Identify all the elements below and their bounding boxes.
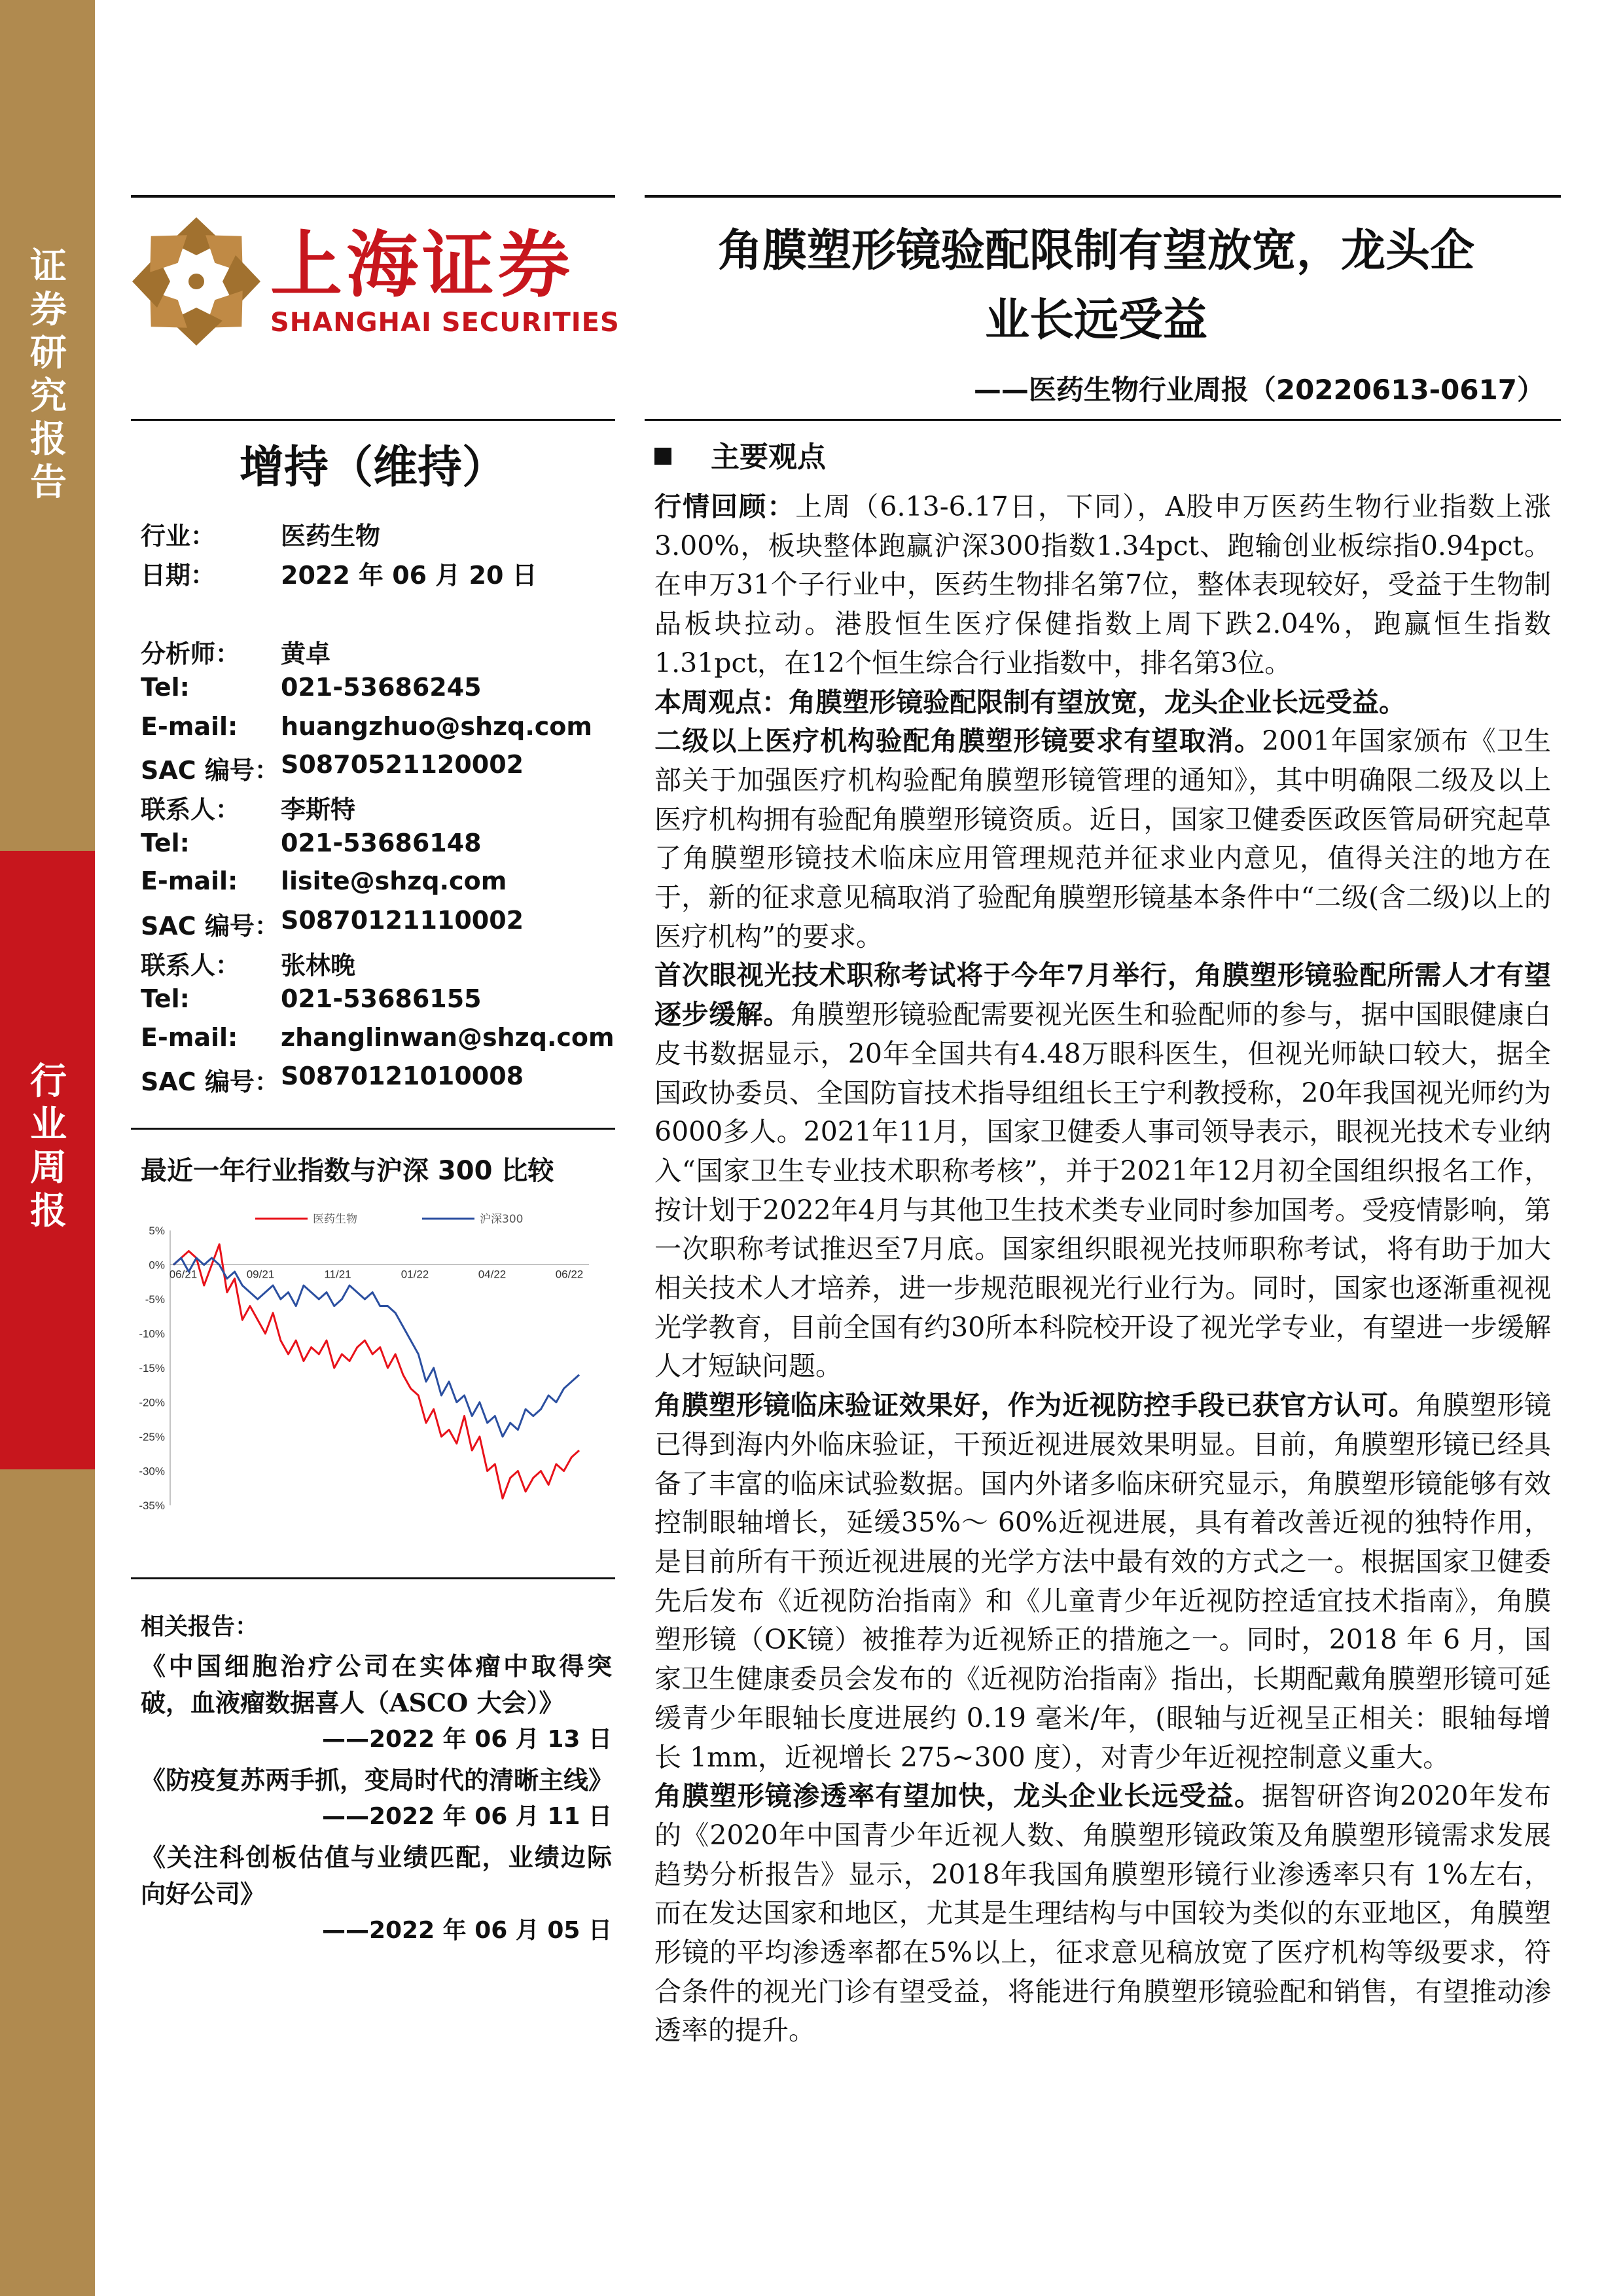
bullet-square-icon xyxy=(654,448,671,465)
paragraph-optometry-exam xyxy=(654,956,1551,1386)
y-tick-label: -35% xyxy=(139,1499,165,1512)
main-body xyxy=(654,488,1551,2051)
report-title xyxy=(648,216,1544,355)
date-label: 日期： xyxy=(141,561,216,590)
related-reports xyxy=(141,1608,612,1953)
contact-sac: S0870121010008 xyxy=(281,1062,524,1090)
email-label: E-mail: xyxy=(141,712,238,741)
related-report-title[interactable]: 《关注科创板估值与业绩匹配，业绩边际向好公司》 xyxy=(141,1842,612,1909)
x-tick-label: 11/21 xyxy=(324,1268,351,1281)
related-divider xyxy=(131,1577,615,1579)
date-value: 2022 年 06 月 20 日 xyxy=(281,561,537,590)
title-divider-left xyxy=(131,419,615,421)
analyst-email[interactable]: huangzhuo@shzq.com xyxy=(281,712,592,741)
paragraph-market-review xyxy=(654,488,1551,683)
y-tick-label: -15% xyxy=(139,1362,165,1374)
paragraph-text: 据智研咨询2020年发布的《2020年中国青少年近视人数、角膜塑形镜政策及角膜塑形镜需求发展趋势分析报告》显示，2018年我国角膜塑形镜行业渗透率只有 1%左右，而在发达国家和地区，尤其是生理结构与中国较为类似的东亚地区，角膜塑形镜的平均渗透率都在5%以上，征求意见稿放宽了医疗机构等级要求，符合条件的视光门诊有望受益，将能进行角膜塑形镜验配和销售，有望推动渗透率的提升。 xyxy=(654,1780,1552,2047)
y-tick-label: -5% xyxy=(145,1293,165,1306)
legend-label: 医药生物 xyxy=(313,1213,357,1226)
contact-email[interactable]: zhanglinwan@shzq.com xyxy=(281,1023,615,1052)
related-report-title[interactable]: 《防疫复苏两手抓，变局时代的清晰主线》 xyxy=(141,1765,614,1795)
paragraph-lead: 首次眼视光技术职称考试将于今年7月举行，角膜塑形镜验配所需人才有望逐步缓解。 xyxy=(654,960,1551,1031)
contact-tel: 021-53686155 xyxy=(281,984,482,1013)
x-tick-label: 01/22 xyxy=(401,1268,429,1281)
paragraph-penetration-rate xyxy=(654,1777,1551,2051)
x-tick-label: 06/22 xyxy=(555,1268,584,1281)
side-label-weekly: 行 业 周 报 xyxy=(30,1060,67,1232)
logo-name-cn: 上海证券 xyxy=(270,223,574,307)
analyst-sac: S0870521120002 xyxy=(281,750,524,779)
sac-label: SAC 编号： xyxy=(141,1067,279,1096)
report-subtitle: ——医药生物行业周报（20220613-0617） xyxy=(973,374,1544,406)
header-rule-right xyxy=(645,195,1561,198)
analyst-role: 分析师： xyxy=(141,639,241,668)
chart-title: 最近一年行业指数与沪深 300 比较 xyxy=(141,1156,554,1186)
paragraph-lead: 本周观点：角膜塑形镜验配限制有望放宽，龙头企业长远受益。 xyxy=(654,686,1406,718)
y-tick-label: -20% xyxy=(139,1396,165,1409)
report-title-line-2: 业长远受益 xyxy=(984,294,1207,346)
contact-name: 李斯特 xyxy=(281,795,356,824)
section-heading-text: 主要观点 xyxy=(711,440,826,474)
paragraph-weekly-view xyxy=(654,683,1551,723)
sac-label: SAC 编号： xyxy=(141,756,279,785)
x-tick-label: 09/21 xyxy=(246,1268,275,1281)
chart-divider xyxy=(131,1128,615,1130)
logo-mark-icon xyxy=(131,216,262,347)
paragraph-text: 2001年国家颁布《卫生部关于加强医疗机构验配角膜塑形镜管理的通知》，其中明确限二级及以上医疗机构拥有验配角膜塑形镜资质。近日，国家卫健委医政医管局研究起草了角膜塑形镜技术临床应用管理规范并征求业内意见，值得关注的地方在于，新的征求意见稿取消了验配角膜塑形镜基本条件中“二级(含二级)以上的医疗机构”的要求。 xyxy=(654,725,1552,952)
tel-label: Tel: xyxy=(141,829,190,857)
legend-label: 沪深300 xyxy=(480,1213,524,1226)
x-tick-label: 06/21 xyxy=(169,1268,198,1281)
y-tick-label: 0% xyxy=(149,1259,165,1272)
contact-tel: 021-53686148 xyxy=(281,829,482,857)
side-label-research-report: 证 券 研 究 报 告 xyxy=(30,245,67,504)
paragraph-text: 角膜塑形镜已得到海内外临床验证，干预近视进展效果明显。目前，角膜塑形镜已经具备了丰富的临床试验数据。国内外诸多临床研究显示，角膜塑形镜能够有效控制眼轴增长，延缓35%～ 60%近视进展，具有着改善近视的独特作用，是目前所有干预近视进展的光学方法中最有效的方式之一。根据国家卫健委先后发布《近视防治指南》和《儿童青少年近视防控适宜技术指南》，角膜塑形镜（OK镜）被推荐为近视矫正的措施之一。同时，2018 年 6 月，国家卫生健康委员会发布的《近视防治指南》指出，长期配戴角膜塑形镜可延缓青少年眼轴长度进展约 0.19 毫米/年，(眼轴与近视呈正相关：眼轴每增长 1mm，近视增长 275~300 度），对青少年近视控制意义重大。 xyxy=(654,1390,1551,1773)
paragraph-lead: 角膜塑形镜临床验证效果好，作为近视防控手段已获官方认可。 xyxy=(654,1390,1416,1422)
related-reports-heading: 相关报告： xyxy=(141,1613,259,1640)
industry-label: 行业： xyxy=(141,522,216,550)
tel-label: Tel: xyxy=(141,673,190,702)
contact-role: 联系人： xyxy=(141,795,241,824)
related-report-date: ——2022 年 06 月 13 日 xyxy=(321,1726,612,1753)
analyst-name: 黄卓 xyxy=(281,639,331,668)
paragraph-text: 角膜塑形镜验配需要视光医生和验配师的参与，据中国眼健康白皮书数据显示，20年全国共有4.48万眼科医生，但视光师缺口较大，据全国政协委员、全国防盲技术指导组组长王宁利教授称，20年我国视光师约为 6000多人。2021年11月，国家卫健委人事司领导表示，眼视光技术专业纳入“国家卫生专业技术职称考核”，并于2021年12月初全国组织报名工作，按计划于2022年4月与其他卫生技术类专业同时参加国考。受疫情影响，第一次职称考试推迟至7月底。国家组织眼视光技师职称考试，将有助于加大相关技术人才培养，进一步规范眼视光行业行为。同时，国家也逐渐重视视光学教育，目前全国有约30所本科院校开设了视光学专业，有望进一步缓解人才短缺问题。 xyxy=(654,999,1551,1382)
paragraph-clinical-validation xyxy=(654,1386,1551,1777)
related-report-title[interactable]: 《中国细胞治疗公司在实体瘤中取得突破，血液瘤数据喜人（ASCO 大会）》 xyxy=(141,1651,612,1717)
y-tick-label: -10% xyxy=(139,1327,165,1340)
analyst-tel: 021-53686245 xyxy=(281,673,482,702)
email-label: E-mail: xyxy=(141,1023,238,1052)
rating: 增持（维持） xyxy=(239,441,507,493)
industry-value: 医药生物 xyxy=(281,522,381,550)
email-label: E-mail: xyxy=(141,867,238,895)
contact-sac: S0870121110002 xyxy=(281,906,524,935)
x-tick-label: 04/22 xyxy=(478,1268,507,1281)
contact-email[interactable]: lisite@shzq.com xyxy=(281,867,507,895)
contact-name: 张林晚 xyxy=(281,951,356,980)
logo-name-en: SHANGHAI SECURITIES xyxy=(270,308,620,338)
tel-label: Tel: xyxy=(141,984,190,1013)
company-logo xyxy=(131,209,620,353)
header-rule-left xyxy=(131,195,615,198)
paragraph-lead: 角膜塑形镜渗透率有望加快，龙头企业长远受益。 xyxy=(654,1780,1262,1812)
series-line-pharma-index xyxy=(173,1244,579,1499)
section-heading xyxy=(654,433,826,475)
paragraph-lead: 行情回顾： xyxy=(654,491,796,522)
related-report-date: ——2022 年 06 月 11 日 xyxy=(321,1803,612,1830)
report-title-line-1: 角膜塑形镜验配限制有望放宽，龙头企 xyxy=(717,224,1474,277)
y-tick-label: -25% xyxy=(139,1431,165,1443)
paragraph-hospital-requirement xyxy=(654,722,1551,956)
y-tick-label: 5% xyxy=(149,1225,165,1237)
sac-label: SAC 编号： xyxy=(141,912,279,941)
title-divider-right xyxy=(645,419,1561,421)
contact-role: 联系人： xyxy=(141,951,241,980)
y-tick-label: -30% xyxy=(139,1465,165,1478)
index-comparison-chart xyxy=(131,1204,615,1532)
related-report-date: ——2022 年 06 月 05 日 xyxy=(321,1917,612,1944)
paragraph-lead: 二级以上医疗机构验配角膜塑形镜要求有望取消。 xyxy=(654,725,1262,757)
series-line-csi300 xyxy=(173,1258,579,1437)
paragraph-text: 上周（6.13-6.17日，下同），A股申万医药生物行业指数上涨3.00%，板块整体跑赢沪深300指数1.34pct、跑输创业板综指0.94pct。在申万31个子行业中，医药生物排名第7位，整体表现较好，受益于生物制品板块拉动。港股恒生医疗保健指数上周下跌2.04%，跑赢恒生指数1.31pct，在12个恒生综合行业指数中，排名第3位。 xyxy=(654,491,1551,679)
